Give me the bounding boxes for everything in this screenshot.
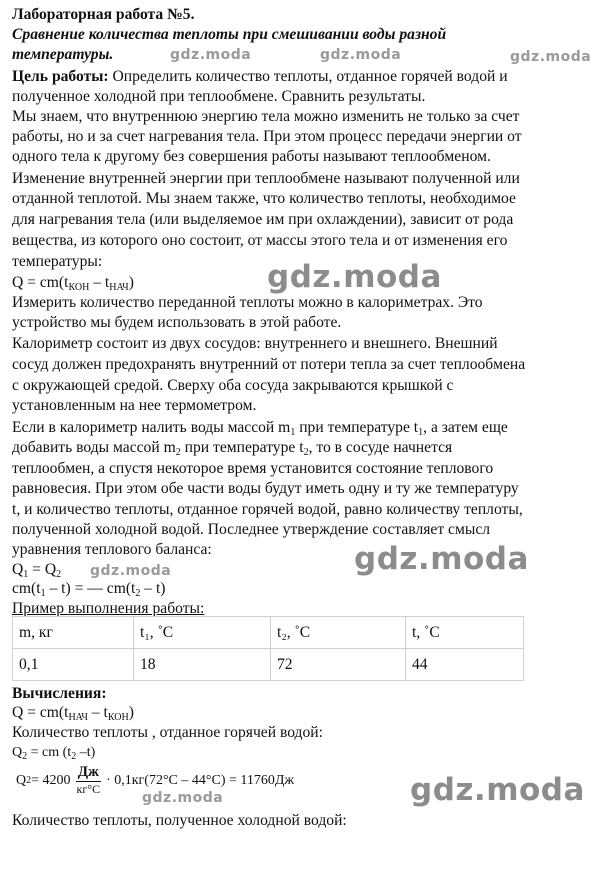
index: 2 <box>56 569 62 580</box>
goal-text-1: Определить количество теплоты, отданное горячей водой и <box>108 68 508 85</box>
mix-line: t, и количество теплоты, отданное горячей водой, равно количеству теплоты, <box>12 501 523 518</box>
index: 2 <box>26 775 32 786</box>
intro-line: Мы знаем, что внутреннюю энергию тела можно изменить не только за счет <box>12 108 520 125</box>
calorimeter-line: Калориметр состоит из двух сосудов: внутреннего и внешнего. Внешний <box>12 335 498 352</box>
hot-label: Количество теплоты , отданное горячей водой: <box>12 724 323 741</box>
goal-line-2: полученное холодной при теплообмене. Сравнить результаты. <box>12 88 426 105</box>
index: 1 <box>290 427 296 438</box>
table-header-cell: t₂, ˚С <box>271 617 406 649</box>
formula-main: Q = cm(t <box>12 704 69 721</box>
q2-text: Q <box>12 745 23 760</box>
table-cell: 72 <box>271 649 406 681</box>
calc-label: Вычисления: <box>12 685 107 702</box>
calc-rhs: · 0,1кг(72°С – 44°С) = 11760Дж <box>106 772 295 788</box>
mix-line: уравнения теплового баланса: <box>12 541 212 558</box>
calorimeter-line: установленным на нее термометром. <box>12 397 257 414</box>
intro-line: одного тела к другому без совершения работы называют теплообменом. <box>12 148 491 165</box>
mix-text: Если в калориметр налить воды массой m <box>12 419 291 436</box>
mix-text: при температуре t <box>180 439 304 456</box>
cold-label: Количество теплоты, полученное холодной водой: <box>12 812 347 829</box>
balance-q: Q <box>12 561 24 578</box>
table-header-row <box>13 617 524 649</box>
table-cell: 18 <box>134 649 271 681</box>
index: 1 <box>418 427 424 438</box>
watermark: gdz.moda <box>354 541 529 577</box>
intro-line: работы, но и за счет нагревания тела. При этом процесс передачи энергии от <box>12 128 522 145</box>
intro-line: отданной теплотой. Мы знаем также, что количество теплоты, необходимое <box>12 190 516 207</box>
q2-text: = cm (t <box>27 745 72 760</box>
example-label: Пример выполнения работы: <box>12 600 205 617</box>
watermark: gdz.moda <box>410 772 585 808</box>
table-cell: 44 <box>406 649 524 681</box>
lab-title: Лабораторная работа №5. <box>12 6 195 23</box>
intro-line: для нагревания тела (или выделяемое им при охлаждении), зависит от рода <box>12 211 514 228</box>
formula-close: ) <box>128 704 134 721</box>
mix-text: , а затем еще <box>423 419 508 436</box>
formula-main: Q = cm(t <box>12 274 69 291</box>
watermark: gdz.moda <box>510 49 592 65</box>
table-row <box>13 649 524 681</box>
goal-line-1 <box>12 68 508 86</box>
table-header-cell: m, кг <box>13 617 134 649</box>
index: 2 <box>22 751 28 762</box>
formula-close: ) <box>128 274 134 291</box>
unit-denominator: кг°С <box>76 782 101 796</box>
q2-text: Q <box>16 772 27 788</box>
index: 2 <box>135 588 141 599</box>
results-table <box>12 616 524 681</box>
balance-text: – t) <box>140 580 166 597</box>
mix-text: добавить воды массой m <box>12 439 176 456</box>
mix-line-2 <box>12 439 452 462</box>
mix-line: теплообмен, а спустя некоторое время установится состояние теплового <box>12 460 494 477</box>
formula-sub-kon: КОН <box>68 282 90 293</box>
index: 2 <box>71 751 77 762</box>
lab-subtitle-line-2: температуры. <box>12 46 114 63</box>
calorimeter-line: Измерить количество переданной теплоты можно в калориметрах. Это <box>12 294 483 311</box>
lab-subtitle-line-1: Сравнение количества теплоты при смешивании воды разной <box>12 26 447 43</box>
index: 1 <box>40 588 46 599</box>
index: 1 <box>23 569 29 580</box>
calorimeter-line: устройство мы будем использовать в этой работе. <box>12 314 342 331</box>
formula-sub-nach: НАЧ <box>68 712 88 723</box>
mix-line: равновесия. При этом обе части воды будут иметь одну и ту же температуру <box>12 480 519 497</box>
formula-sub-kon: КОН <box>107 712 129 723</box>
formula-minus: – t <box>87 704 108 721</box>
watermark: gdz.moda <box>170 47 252 63</box>
index: 2 <box>175 447 181 458</box>
calorimeter-line: сосуд должен предохранять внутренний от потери тепла за счет теплообмена <box>12 356 526 373</box>
q2-formula <box>12 744 95 766</box>
intro-line: вещества, из которого оно состоит, от массы этого тела и от изменения его <box>12 232 508 249</box>
watermark: gdz.moda <box>320 47 402 63</box>
q2-text: –t) <box>76 745 96 760</box>
mix-text: при температуре t <box>295 419 419 436</box>
mix-text: , то в сосуде начнется <box>308 439 453 456</box>
formula-sub-nach: НАЧ <box>109 282 129 293</box>
calorimeter-line: с окружающей средой. Сверху оба сосуда закрываются крышкой с <box>12 377 454 394</box>
unit-numerator: Дж <box>77 764 99 780</box>
table-cell: 0,1 <box>13 649 134 681</box>
watermark: gdz.moda <box>90 563 172 579</box>
table-header-cell: t₁, ˚С <box>134 617 271 649</box>
goal-label: Цель работы: <box>12 68 109 85</box>
table-header-cell: t, ˚С <box>406 617 524 649</box>
index: 2 <box>303 447 309 458</box>
unit-fraction <box>75 764 103 797</box>
intro-line: Изменение внутренней энергии при теплообмене называют полученной или <box>12 170 520 187</box>
calc-lhs: = 4200 <box>31 772 71 788</box>
formula-minus: – t <box>89 274 110 291</box>
intro-line: температуры: <box>12 253 103 270</box>
balance-eq: = Q <box>28 561 57 578</box>
mix-line: полученной холодной водой. Последнее утверждение составляет смысл <box>12 521 491 538</box>
watermark: gdz.moda <box>267 259 442 295</box>
balance-text: cm(t <box>12 580 41 597</box>
balance-text: – t) = — cm(t <box>45 580 136 597</box>
watermark: gdz.moda <box>142 790 224 806</box>
